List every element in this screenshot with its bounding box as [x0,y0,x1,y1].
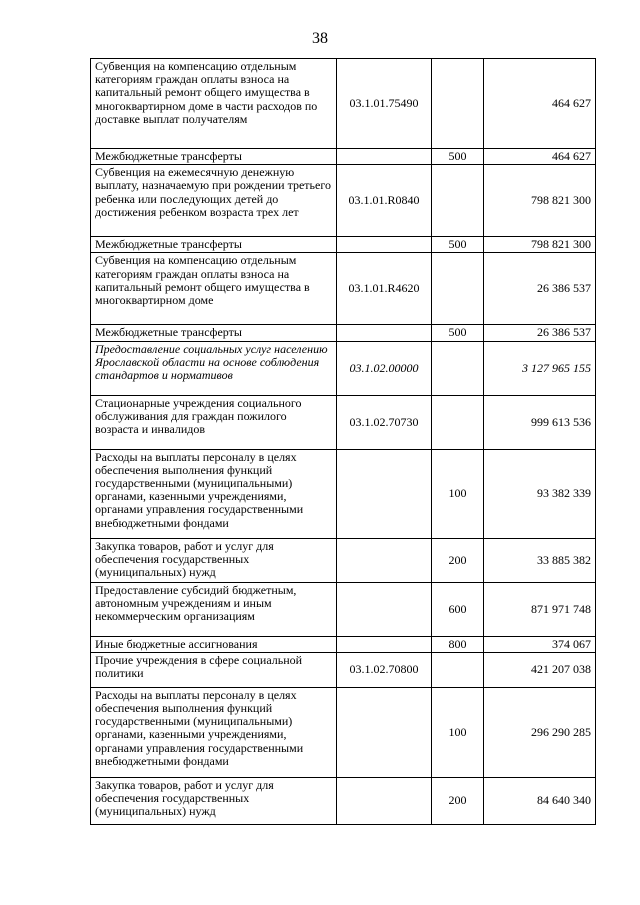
row-expense-type-cell: 200 [432,777,484,824]
row-name-cell: Закупка товаров, работ и услуг для обеспечения государственных (муниципальных) нужд [91,538,337,582]
table-row [91,636,596,652]
row-code-cell: 03.1.02.00000 [337,341,432,395]
row-amount-cell: 33 885 382 [484,538,596,582]
row-code-cell [337,538,432,582]
row-name-cell: Межбюджетные трансферты [91,325,337,341]
row-amount-cell: 296 290 285 [484,687,596,777]
row-expense-type-cell [432,395,484,449]
row-name-cell: Стационарные учреждения социального обслуживания для граждан пожилого возраста и инвалидов [91,395,337,449]
row-amount-cell: 84 640 340 [484,777,596,824]
row-code-cell [337,237,432,253]
row-amount-cell: 26 386 537 [484,325,596,341]
row-name-cell: Предоставление социальных услуг населению Ярославской области на основе соблюдения стандартов и нормативов [91,341,337,395]
table-row [91,449,596,538]
row-name-cell: Межбюджетные трансферты [91,237,337,253]
budget-table-body [91,59,596,825]
row-code-cell [337,325,432,341]
row-name-cell: Межбюджетные трансферты [91,149,337,165]
row-name-cell: Субвенция на компенсацию отдельным категориям граждан оплаты взноса на капитальный ремонт общего имущества в многоквартирном доме [91,253,337,325]
row-code-cell: 03.1.02.70730 [337,395,432,449]
row-amount-cell: 871 971 748 [484,582,596,636]
row-expense-type-cell: 500 [432,237,484,253]
row-name-cell: Иные бюджетные ассигнования [91,636,337,652]
row-expense-type-cell [432,165,484,237]
table-row [91,237,596,253]
row-name-cell: Расходы на выплаты персоналу в целях обеспечения выполнения функций государственными (муниципальными) органами, казенными учреждениями, органами управления государственными внебюджетными фондами [91,449,337,538]
table-row [91,341,596,395]
row-amount-cell: 374 067 [484,636,596,652]
row-code-cell: 03.1.01.R4620 [337,253,432,325]
row-expense-type-cell: 100 [432,687,484,777]
table-row [91,652,596,687]
budget-table [90,58,596,825]
page-number: 38 [312,30,328,47]
row-name-cell: Предоставление субсидий бюджетным, автономным учреждениям и иным некоммерческим организациям [91,582,337,636]
row-code-cell: 03.1.02.70800 [337,652,432,687]
table-row [91,687,596,777]
table-row [91,395,596,449]
row-amount-cell: 798 821 300 [484,237,596,253]
row-expense-type-cell [432,59,484,149]
table-row [91,538,596,582]
row-name-cell: Расходы на выплаты персоналу в целях обеспечения выполнения функций государственными (муниципальными) органами, казенными учреждениями, органами управления государственными внебюджетными фондами [91,687,337,777]
row-code-cell: 03.1.01.75490 [337,59,432,149]
row-amount-cell: 999 613 536 [484,395,596,449]
row-amount-cell: 26 386 537 [484,253,596,325]
row-name-cell: Субвенция на компенсацию отдельным категориям граждан оплаты взноса на капитальный ремонт общего имущества в многоквартирном доме в части расходов по доставке выплат получателям [91,59,337,149]
row-amount-cell: 93 382 339 [484,449,596,538]
table-row [91,325,596,341]
row-amount-cell: 421 207 038 [484,652,596,687]
row-amount-cell: 464 627 [484,149,596,165]
row-code-cell: 03.1.01.R0840 [337,165,432,237]
row-expense-type-cell [432,341,484,395]
row-code-cell [337,687,432,777]
row-amount-cell: 464 627 [484,59,596,149]
row-name-cell: Закупка товаров, работ и услуг для обеспечения государственных (муниципальных) нужд [91,777,337,824]
row-code-cell [337,582,432,636]
row-code-cell [337,777,432,824]
table-row [91,149,596,165]
row-expense-type-cell [432,253,484,325]
row-expense-type-cell: 800 [432,636,484,652]
table-row [91,165,596,237]
table-row [91,777,596,824]
table-row [91,582,596,636]
row-expense-type-cell: 500 [432,149,484,165]
row-expense-type-cell: 500 [432,325,484,341]
table-row [91,253,596,325]
row-amount-cell: 3 127 965 155 [484,341,596,395]
row-expense-type-cell [432,652,484,687]
table-row [91,59,596,149]
row-expense-type-cell: 200 [432,538,484,582]
row-code-cell [337,449,432,538]
row-code-cell [337,149,432,165]
row-expense-type-cell: 600 [432,582,484,636]
row-code-cell [337,636,432,652]
row-expense-type-cell: 100 [432,449,484,538]
row-amount-cell: 798 821 300 [484,165,596,237]
row-name-cell: Субвенция на ежемесячную денежную выплату, назначаемую при рождении третьего ребенка или последующих детей до достижения ребенком возраста трех лет [91,165,337,237]
row-name-cell: Прочие учреждения в сфере социальной политики [91,652,337,687]
